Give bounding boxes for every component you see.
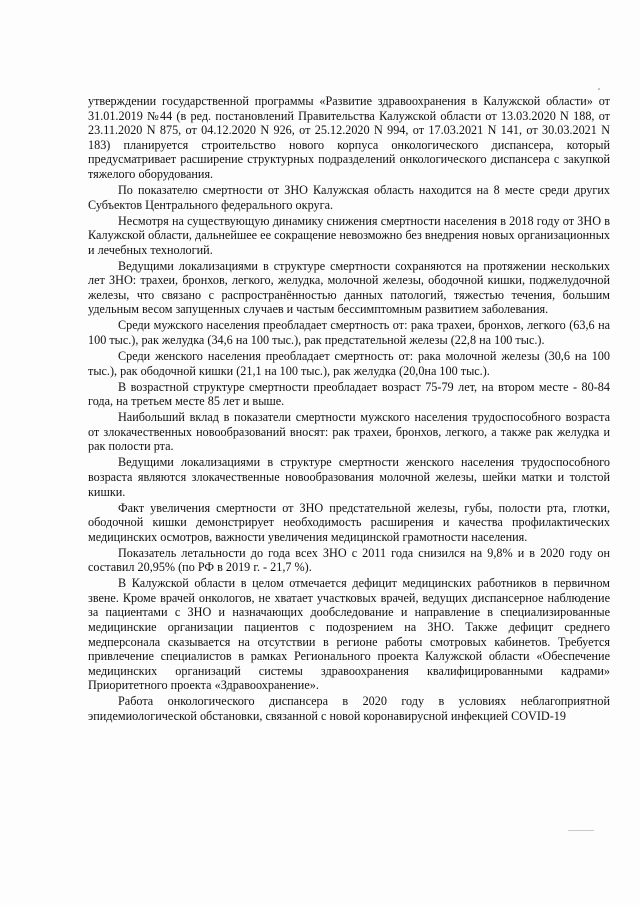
paragraph-female-working-age: Ведущими локализациями в структуре смертности женского населения трудоспособного возраста являются злокачественные новообразования молочной железы, шейки матки и толстой кишки. bbox=[88, 455, 610, 499]
paragraph-continuation: утверждении государственной программы «Развитие здравоохранения в Калужской области» от 31.01.2019 №44 (в ред. постановлений Правительства Калужской области от 13.03.2020 N 188, от 23.11.2020 N 875, от 04.12.2020 N 926, от 25.12.2020 N 994, от 17.03.2021 N 141, от 30.03.2021 N 183) планируется строительство нового корпуса онкологического диспансера, который предусматривает расширение структурных подразделений онкологического диспансера с закупкой тяжелого оборудования. bbox=[88, 94, 610, 181]
paragraph-staff-deficit: В Калужской области в целом отмечается дефицит медицинских работников в первичном звене. Кроме врачей онкологов, не хватает участковых врачей, ведущих диспансерное наблюдение за пациентами с ЗНО и назначающих дообследование и направление в специализированные медицинские организации пациентов с подозрением на ЗНО. Также дефицит среднего медперсонала сказывается на отсутствии в регионе работы смотровых кабинетов. Требуется привлечение специалистов в рамках Регионального проекта Калужской области «Обеспечение медицинских организаций системы здравоохранения квалифицированными кадрами» Приоритетного проекта «Здравоохранение». bbox=[88, 576, 610, 693]
paragraph-female-mortality: Среди женского населения преобладает смертность от: рака молочной железы (30,6 на 100 тыс.), рак ободочной кишки (21,1 на 100 тыс.), рак желудка (20,0на 100 тыс.). bbox=[88, 349, 610, 378]
paragraph-male-mortality: Среди мужского населения преобладает смертность от: рака трахеи, бронхов, легкого (63,6 на 100 тыс.), рак желудка (34,6 на 100 тыс.), рак предстательной железы (22,8 на 100 тыс.). bbox=[88, 318, 610, 348]
paragraph-mortality-increase: Факт увеличения смертности от ЗНО предстательной железы, губы, полости рта, глотки, ободочной кишки демонстрирует необходимость расширения и качества профилактических медицинских осмотров, важности увеличения медицинской грамотности населения. bbox=[88, 500, 610, 544]
scan-speck bbox=[598, 88, 600, 90]
paragraph-age-structure: В возрастной структуре смертности преобладает возраст 75-79 лет, на втором месте - 80-84 года, на третьем месте 85 лет и выше. bbox=[88, 379, 610, 409]
paragraph-leading-localizations: Ведущими локализациями в структуре смертности сохраняются на протяжении нескольких лет ЗНО: трахеи, бронхов, легкого, желудка, молочной железы, ободочной кишки, поджелудочной железы, что связано с распространённостью данных патологий, тяжестью течения, большим удельным весом запущенных случаев и частым бессимптомным развитием заболевания. bbox=[88, 258, 610, 317]
paragraph-mortality-rank: По показателю смертности от ЗНО Калужская область находится на 8 месте среди других Субъектов Центрального федерального округа. bbox=[88, 182, 610, 212]
document-body bbox=[88, 94, 610, 725]
paragraph-male-working-age: Наибольший вклад в показатели смертности мужского населения трудоспособного возраста от злокачественных новообразований вносят: рак трахеи, бронхов, легкого, а также рак желудка и рак полости рта. bbox=[88, 410, 610, 454]
paragraph-mortality-dynamics: Несмотря на существующую динамику снижения смертности населения в 2018 году от ЗНО в Калужской области, дальнейшее ее сокращение невозможно без внедрения новых организационных и лечебных технологий. bbox=[88, 213, 610, 257]
paragraph-dispensary-2020: Работа онкологического диспансера в 2020 году в условиях неблагоприятной эпидемиологической обстановки, связанной с новой коронавирусной инфекцией COVID-19 bbox=[88, 694, 610, 724]
scan-speck bbox=[568, 830, 594, 831]
paragraph-lethality: Показатель летальности до года всех ЗНО с 2011 года снизился на 9,8% и в 2020 году он составил 20,95% (по РФ в 2019 г. - 21,7 %). bbox=[88, 545, 610, 575]
